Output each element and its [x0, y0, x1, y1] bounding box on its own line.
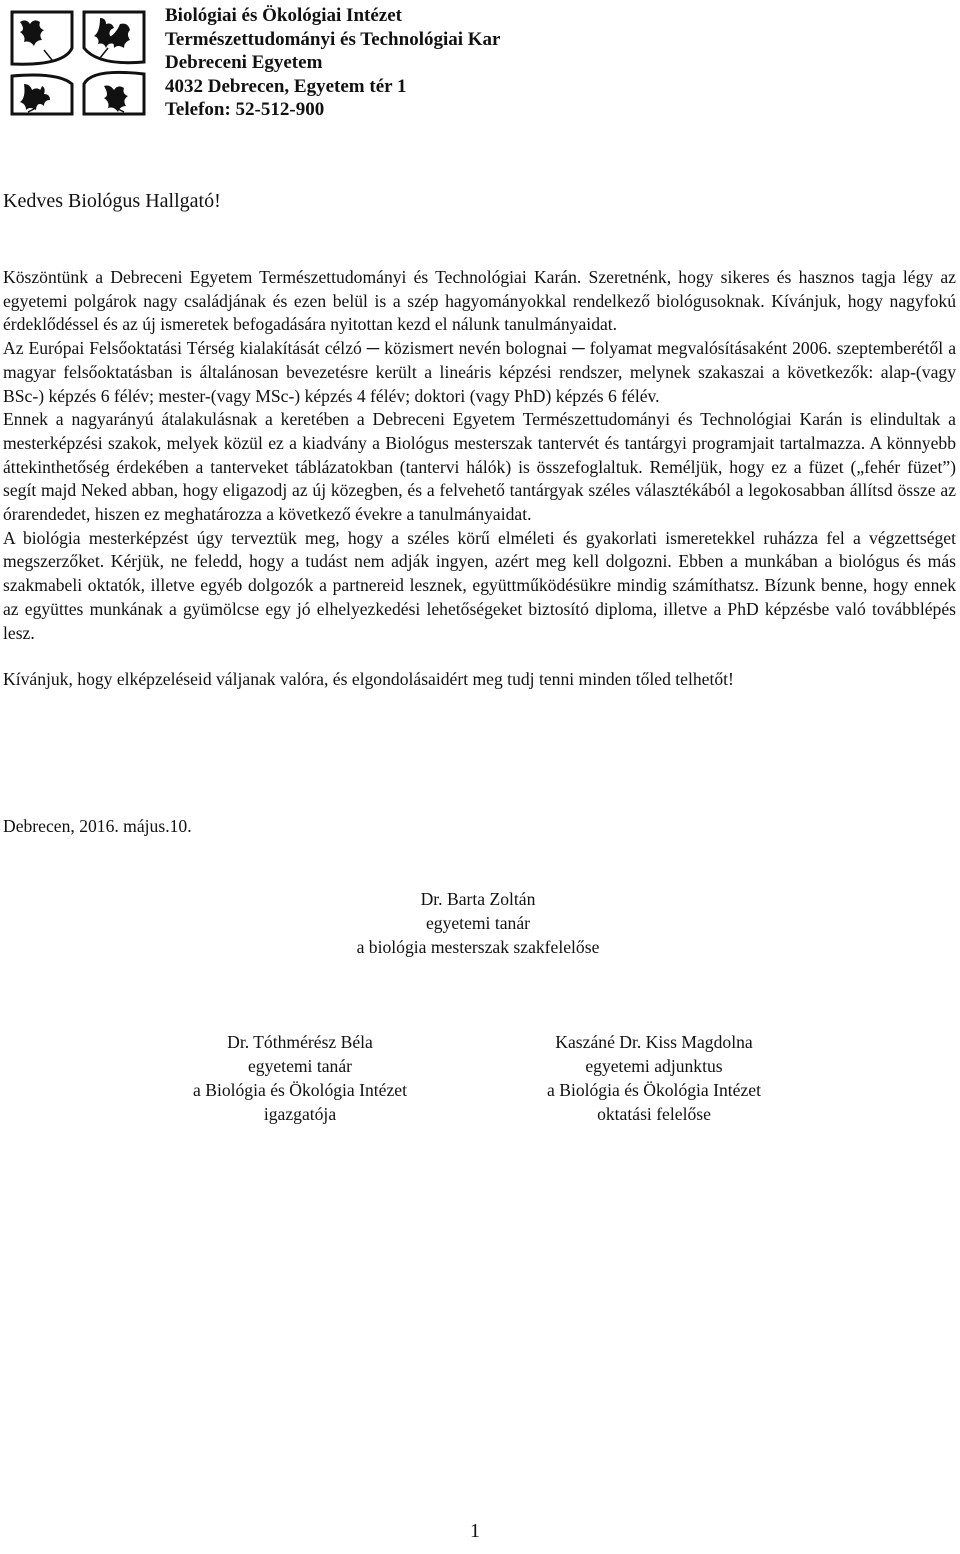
signer-role: oktatási felelőse [597, 1104, 711, 1124]
signature-right [454, 1030, 854, 1126]
paragraph-curriculum: Ennek a nagyarányú átalakulásnak a keretében a Debreceni Egyetem Természettudományi és Technológiai Karán is elindultak a mesterképzési szakok, melyek közül ez a kiadvány a Biológus mesterszak tantervét és tantárgyi programjait tartalmazza. A könnyebb áttekinthetőség érdekében a tanterveket táblázatokban (tantervi hálók) is összefoglaltuk. Reméljük, hogy ez a füzet („fehér füzet”) segít majd Neked abban, hogy eligazodj az új közegben, és a felvehető tantárgyak széles választékából a legokosabban állítsd össze az órarendedet, hiszen ez meghatározza a következő évekre a tanulmányaidat. [3, 409, 956, 525]
letter-date: Debrecen, 2016. május.10. [3, 816, 192, 836]
institute-header [165, 4, 501, 122]
signer-title: egyetemi tanár [425, 913, 531, 933]
greeting: Kedves Biológus Hallgató! [3, 190, 221, 212]
signer-role: a biológia mesterszak szakfelelőse [356, 937, 600, 957]
university-name: Debreceni Egyetem [165, 52, 323, 73]
address: 4032 Debrecen, Egyetem tér 1 [165, 75, 407, 97]
signer-name: Kaszáné Dr. Kiss Magdolna [555, 1032, 753, 1052]
signer-title: egyetemi adjunktus [585, 1056, 723, 1076]
signer-role: igazgatója [263, 1104, 337, 1124]
signer-org: a Biológia és Ökológia Intézet [547, 1080, 761, 1100]
phone: Telefon: 52-512-900 [165, 99, 325, 120]
paragraph-bologna: Az Európai Felsőoktatási Térség kialakítását célzó ─ közismert nevén bolognai ─ folyamat megvalósításaként 2006. szeptemberétől a magyar felsőoktatásban is általánosan bevezetésre került a lineáris képzési rendszer, melynek szakaszai a következők: alap-(vagy BSc-) képzés 6 félév; mester-(vagy MSc-) képzés 4 félév; doktori (vagy PhD) képzés 6 félév. [3, 338, 956, 406]
closing-wish: Kívánjuk, hogy elképzeléseid váljanak valóra, és elgondolásaidért meg tudj tenni minden tőled telhetőt! [3, 669, 734, 690]
institute-name: Biológiai és Ökológiai Intézet [165, 5, 402, 26]
institute-logo-icon [8, 8, 148, 118]
signer-org: a Biológia és Ökológia Intézet [193, 1080, 407, 1100]
signer-name: Dr. Tóthmérész Béla [227, 1032, 373, 1052]
signature-main [278, 887, 678, 959]
signature-left [100, 1030, 500, 1126]
page-number: 1 [470, 1520, 480, 1542]
signer-name: Dr. Barta Zoltán [420, 889, 536, 909]
paragraph-masters: A biológia mesterképzést úgy terveztük meg, hogy a széles körű elméleti és gyakorlati ismeretekkel ruházza fel a végzettséget megszerzőket. Kérjük, ne feledd, hogy a tudást nem adják ingyen, azért meg kell dolgozni. Ebben a munkában a biológus és más szakmabeli oktatók, illetve egyéb dolgozók a partnereid lesznek, együttműködésükre mindig számíthatsz. Bízunk benne, hogy ennek az együttes munkának a gyümölcse egy jó elhelyezkedési lehetőségeket biztosító diploma, illetve a PhD képzésbe való továbblépés lesz. [3, 527, 956, 643]
letter-body [3, 266, 956, 692]
paragraph-welcome: Köszöntünk a Debreceni Egyetem Természettudományi és Technológiai Karán. Szeretnénk, hogy sikeres és hasznos tagja légy az egyetemi polgárok nagy családjának és ezen belül is a szép hagyományokkal rendelkező biológusoknak. Kívánjuk, hogy nagyfokú érdeklődéssel és az új ismeretek befogadására nyitottan kezd el nálunk tanulmányaidat. [3, 267, 956, 335]
faculty-name: Természettudományi és Technológiai Kar [165, 28, 501, 50]
signer-title: egyetemi tanár [247, 1056, 353, 1076]
